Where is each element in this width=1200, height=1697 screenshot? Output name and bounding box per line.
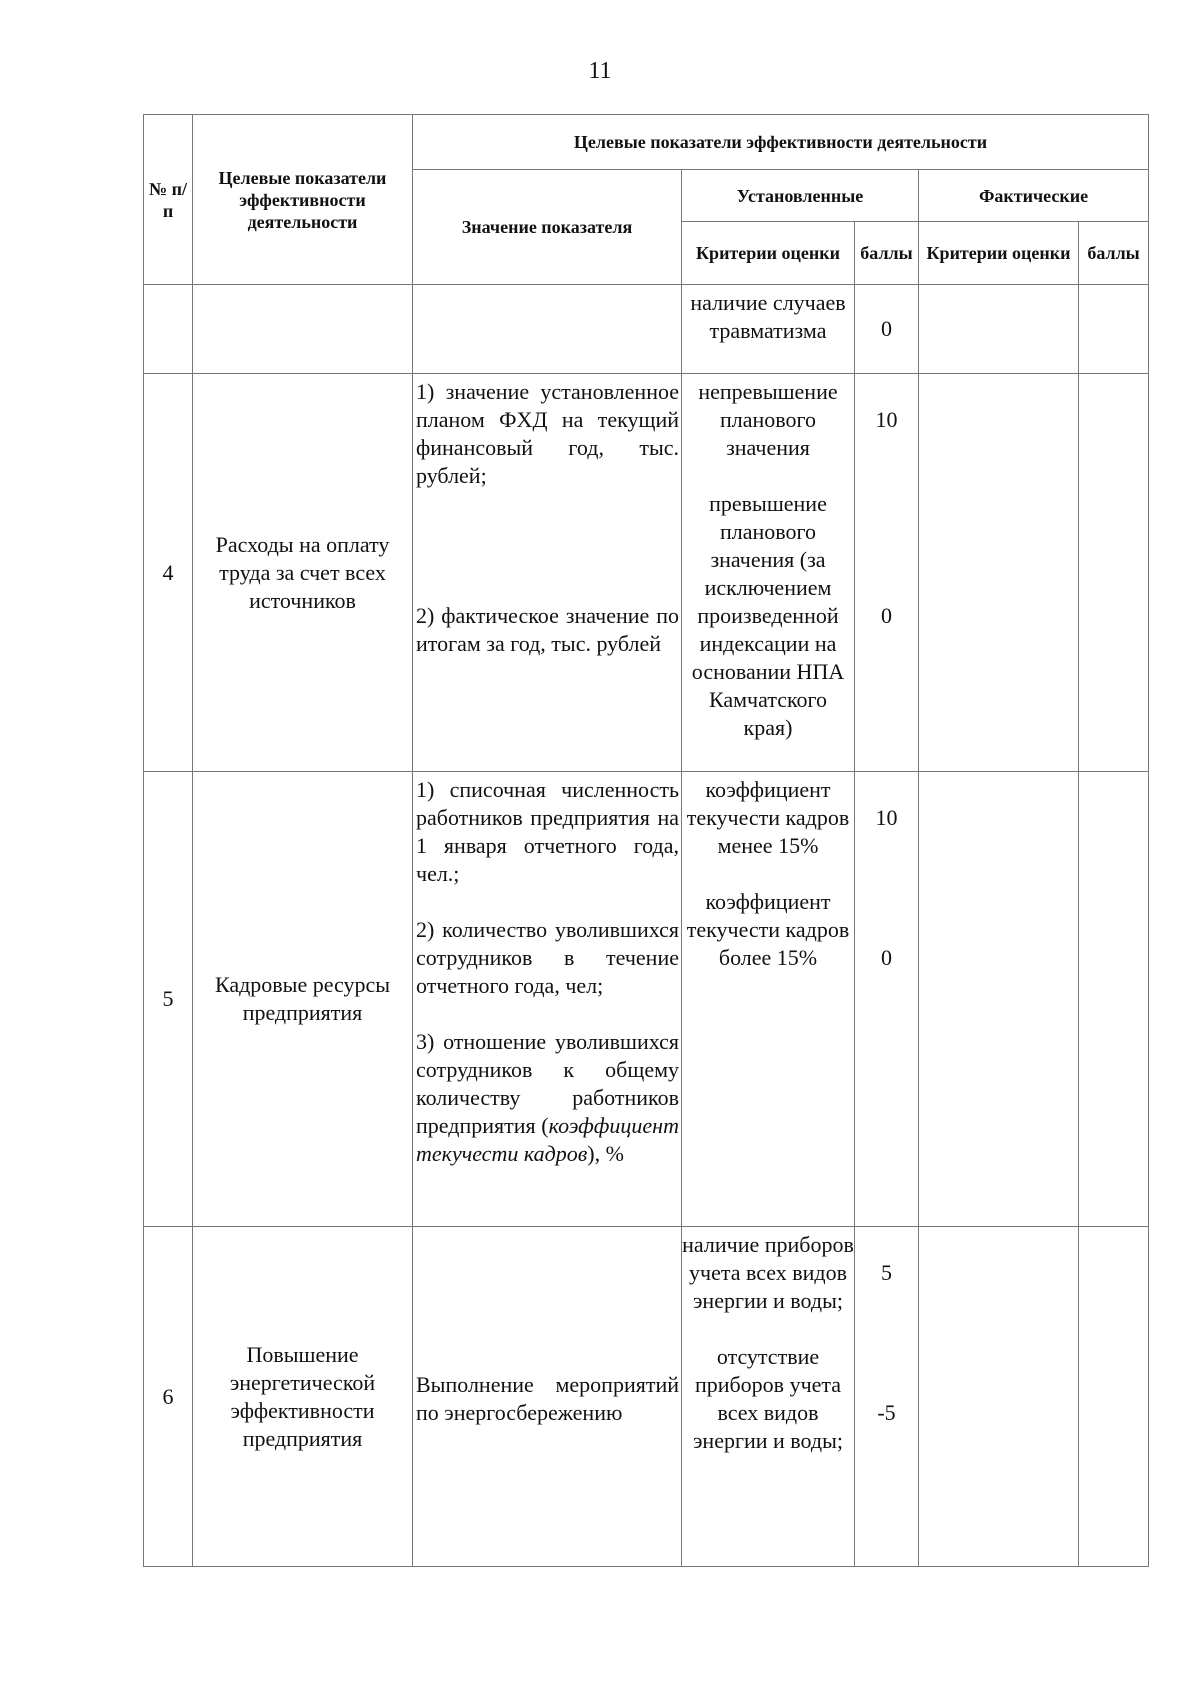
table-row xyxy=(144,285,1149,374)
cell-indicator: Кадровые ресурсы предприятия xyxy=(193,772,413,1227)
cell-value xyxy=(413,772,682,1227)
header-value: Значение показателя xyxy=(413,170,682,285)
page-number: 11 xyxy=(588,58,612,84)
cell-points: 0 xyxy=(855,285,919,374)
cell-points-actual xyxy=(1079,1227,1149,1567)
cell-value xyxy=(413,285,682,374)
header-num: № п/п xyxy=(144,115,193,285)
cell-criteria: наличие случаев травматизма xyxy=(682,285,855,374)
cell-num: 6 xyxy=(144,1227,193,1567)
header-actual: Фактические xyxy=(919,170,1149,222)
points-item: 10 xyxy=(875,407,898,432)
header-criteria: Критерии оценки xyxy=(682,222,855,285)
cell-indicator: Повышение энергетической эффективности предприятия xyxy=(193,1227,413,1567)
cell-criteria-actual xyxy=(919,1227,1079,1567)
cell-indicator: Расходы на оплату труда за счет всех источников xyxy=(193,374,413,772)
cell-num: 5 xyxy=(144,772,193,1227)
cell-points-actual xyxy=(1079,374,1149,772)
cell-points-actual xyxy=(1079,285,1149,374)
points-item: 0 xyxy=(881,945,892,970)
criteria-item: непревышение планового значения xyxy=(698,379,838,460)
points-item: 10 xyxy=(875,805,898,830)
cell-criteria-actual xyxy=(919,285,1079,374)
criteria-item: отсутствие приборов учета всех видов энергии и воды; xyxy=(692,1344,843,1453)
cell-points xyxy=(855,1227,919,1567)
cell-value xyxy=(413,374,682,772)
cell-criteria-actual xyxy=(919,374,1079,772)
cell-criteria xyxy=(682,1227,855,1567)
points-item: 5 xyxy=(881,1260,892,1285)
value-item: 3) отношение уволившихся сотрудников к общему количеству работников предприятия (коэффициент текучести кадров), % xyxy=(416,1029,679,1166)
cell-points xyxy=(855,374,919,772)
header-points: баллы xyxy=(855,222,919,285)
table-row xyxy=(144,772,1149,1227)
value-item: 2) фактическое значение по итогам за год, тыс. рублей xyxy=(416,603,679,656)
header-group: Целевые показатели эффективности деятельности xyxy=(413,115,1149,170)
indicators-table xyxy=(143,114,1149,1567)
cell-points xyxy=(855,772,919,1227)
cell-indicator xyxy=(193,285,413,374)
header-indicator: Целевые показатели эффективности деятельности xyxy=(193,115,413,285)
header-criteria-actual: Критерии оценки xyxy=(919,222,1079,285)
cell-points-actual xyxy=(1079,772,1149,1227)
table-row xyxy=(144,1227,1149,1567)
value-item: 1) значение установленное планом ФХД на текущий финансовый год, тыс. рублей; xyxy=(416,379,679,488)
header-points-actual: баллы xyxy=(1079,222,1149,285)
cell-value: Выполнение мероприятий по энергосбережению xyxy=(413,1227,682,1567)
criteria-item: наличие приборов учета всех видов энергии и воды; xyxy=(682,1232,854,1313)
header-established: Установленные xyxy=(682,170,919,222)
criteria-item: коэффициент текучести кадров более 15% xyxy=(686,889,850,970)
points-item: -5 xyxy=(877,1400,896,1425)
value-item: 1) списочная численность работников предприятия на 1 января отчетного года, чел.; xyxy=(416,777,679,886)
points-item: 0 xyxy=(881,603,892,628)
cell-criteria-actual xyxy=(919,772,1079,1227)
cell-criteria xyxy=(682,374,855,772)
table-row xyxy=(144,374,1149,772)
value-item: 2) количество уволившихся сотрудников в течение отчетного года, чел; xyxy=(416,917,679,998)
cell-num: 4 xyxy=(144,374,193,772)
criteria-item: коэффициент текучести кадров менее 15% xyxy=(686,777,850,858)
cell-num xyxy=(144,285,193,374)
criteria-item: превышение планового значения (за исключением произведенной индексации на основании НПА Камчатского края) xyxy=(691,491,845,740)
cell-criteria xyxy=(682,772,855,1227)
